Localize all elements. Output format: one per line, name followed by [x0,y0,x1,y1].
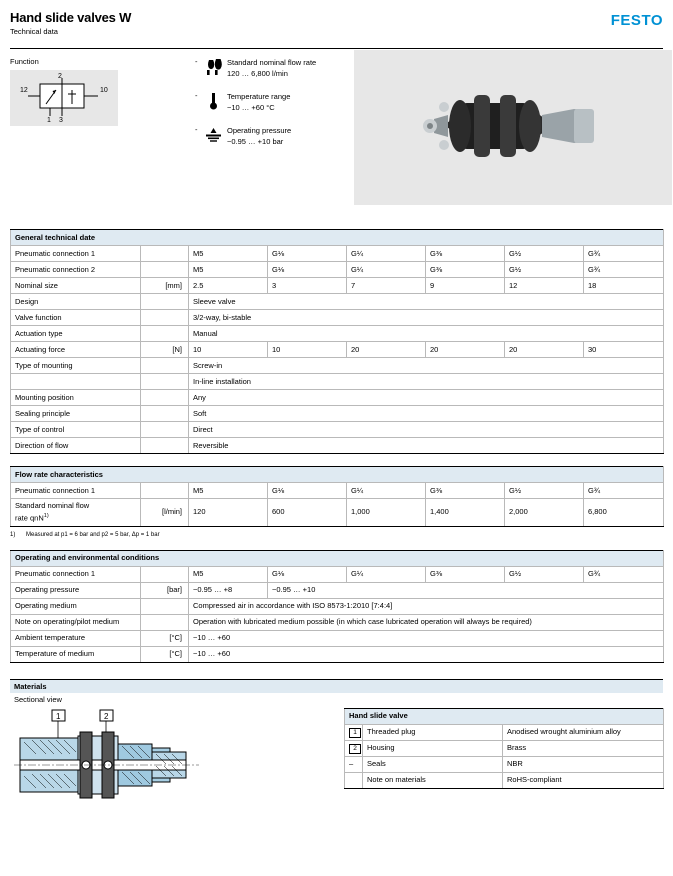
page-title: Hand slide valves W [10,10,132,25]
cell: M5 [189,483,268,499]
cell: G⅜ [426,483,505,499]
table-row [11,582,664,598]
row-label: Type of mounting [11,358,141,374]
feature-text [227,91,290,113]
cell: −10 … +60 [189,630,664,646]
cell: M5 [189,246,268,262]
feature-dash: - [195,125,198,134]
cell: −0.95 … +8 [189,582,268,598]
row-unit [141,422,189,438]
function-label: Function [10,57,39,66]
row-label: Actuation type [11,326,141,342]
row-label: Note on operating/pilot medium [11,614,141,630]
table-row [11,499,664,527]
callout-2-label: 2 [104,711,109,721]
general-title: General technical date [11,230,664,246]
part-material: Anodised wrought aluminium alloy [503,724,664,740]
part-number-box: 2 [349,744,361,754]
row-unit [141,566,189,582]
table-row [11,646,664,662]
row-label: Pneumatic connection 1 [11,483,141,499]
row-label: Ambient temperature [11,630,141,646]
row-unit [141,294,189,310]
cell: 7 [347,278,426,294]
header-divider [10,48,663,49]
cell: 600 [268,499,347,527]
table-row [11,390,664,406]
part-number: – [345,756,363,772]
table-row [11,566,664,582]
feature-line2: −0.95 … +10 bar [227,137,284,146]
row-label-line2: rate qnN [15,513,44,523]
table-row [11,358,664,374]
cell: 10 [189,342,268,358]
materials-table [344,708,663,789]
row-label: Nominal size [11,278,141,294]
cell: G⅛ [268,483,347,499]
cell: G⅜ [426,246,505,262]
table-row [11,630,664,646]
row-unit [141,614,189,630]
thermometer-icon [201,91,227,113]
table-row [11,262,664,278]
product-photo [354,50,672,205]
table-row [11,438,664,454]
row-label: Pneumatic connection 1 [11,566,141,582]
footnote-ref: 1) [43,513,49,519]
cell: G½ [505,483,584,499]
cell: G¼ [347,246,426,262]
cell: G¾ [584,566,664,582]
cell: 20 [505,342,584,358]
cell: G¼ [347,262,426,278]
cell: G⅛ [268,566,347,582]
part-name: Note on materials [363,772,503,788]
table-section-header [11,230,664,246]
valve-symbol-svg [10,70,118,126]
row-label [11,499,141,527]
table-row [11,483,664,499]
feature-line1: Standard nominal flow rate [227,58,317,67]
part-number [345,740,363,756]
row-label: Design [11,294,141,310]
cell: G½ [505,566,584,582]
feature-dash: - [195,91,198,100]
operating-title: Operating and environmental conditions [11,550,664,566]
row-unit: [°C] [141,630,189,646]
cell: G¾ [584,262,664,278]
feature-line2: −10 … +60 °C [227,103,275,112]
cell: Screw-in [189,358,664,374]
symbol-port-2: 2 [58,73,62,80]
cell: Any [189,390,664,406]
footnote-text: Measured at p1 = 6 bar and p2 = 5 bar, Δp = 1 bar [26,531,160,538]
table-row [345,772,664,788]
row-unit [141,390,189,406]
festo-logo: FESTO [610,12,663,29]
cell: M5 [189,262,268,278]
feature-line1: Temperature range [227,92,291,101]
flow-title: Flow rate characteristics [11,467,664,483]
cell: 10 [268,342,347,358]
table-row [11,374,664,390]
row-unit: [mm] [141,278,189,294]
row-label [11,374,141,390]
table-row [11,278,664,294]
feature-line1: Operating pressure [227,126,292,135]
operating-conditions-table [10,550,663,663]
cell: G⅛ [268,246,347,262]
cell: 6,800 [584,499,664,527]
table-row [11,614,664,630]
feature-text [227,57,316,79]
row-label: Pneumatic connection 1 [11,246,141,262]
row-label: Type of control [11,422,141,438]
table-row [11,310,664,326]
function-section [10,57,663,217]
cell: Compressed air in accordance with ISO 8573-1:2010 [7:4:4] [189,598,664,614]
feature-line2: 120 … 6,800 l/min [227,69,288,78]
row-label: Operating pressure [11,582,141,598]
cell: 30 [584,342,664,358]
flow-footnote [10,532,663,538]
materials-title: Materials [10,679,663,693]
cell: 120 [189,499,268,527]
row-unit: [°C] [141,646,189,662]
cell: G¾ [584,246,664,262]
materials-table-title: Hand slide valve [345,708,664,724]
materials-body [10,708,663,813]
part-material: RoHS-compliant [503,772,664,788]
page-subtitle: Technical data [10,27,58,36]
valve-symbol-diagram [10,70,118,126]
cell: 1,400 [426,499,505,527]
row-unit [141,483,189,499]
row-unit [141,406,189,422]
table-row [11,598,664,614]
row-unit: [bar] [141,582,189,598]
row-unit [141,326,189,342]
cell: 2.5 [189,278,268,294]
flow-rate-table [10,466,663,538]
cell: 3/2-way, bi-stable [189,310,664,326]
cell: M5 [189,566,268,582]
cell: G⅛ [268,262,347,278]
cell: Operation with lubricated medium possible (in which case lubricated operation will always be required) [189,614,664,630]
feature-dash: - [195,57,198,66]
cell: Sleeve valve [189,294,664,310]
table-row [345,756,664,772]
cell: 3 [268,278,347,294]
table-section-header [345,708,664,724]
feature-list [195,57,345,159]
part-name: Housing [363,740,503,756]
part-number [345,772,363,788]
materials-subtitle: Sectional view [14,694,62,704]
cell: −0.95 … +10 [268,582,664,598]
flow-rate-icon [201,57,227,79]
row-unit [141,374,189,390]
row-label-line1: Standard nominal flow [15,501,90,510]
row-label: Valve function [11,310,141,326]
symbol-port-12: 12 [20,87,28,94]
cell: 9 [426,278,505,294]
row-unit [141,358,189,374]
row-label: Actuating force [11,342,141,358]
table-row [11,246,664,262]
part-name: Seals [363,756,503,772]
row-label: Mounting position [11,390,141,406]
materials-section [10,679,663,813]
cell: G½ [505,262,584,278]
row-label: Pneumatic connection 2 [11,262,141,278]
row-unit [141,438,189,454]
page-header [10,0,663,44]
part-name: Threaded plug [363,724,503,740]
cell: 18 [584,278,664,294]
feature-operating-pressure [195,125,345,147]
cell: −10 … +60 [189,646,664,662]
cell: 20 [426,342,505,358]
row-unit [141,246,189,262]
row-unit [141,598,189,614]
symbol-port-3: 3 [59,117,63,124]
feature-temperature-range [195,91,345,113]
cell: In-line installation [189,374,664,390]
part-material: Brass [503,740,664,756]
feature-flow-rate [195,57,345,79]
general-technical-data-table [10,229,663,454]
part-material: NBR [503,756,664,772]
table-row [11,294,664,310]
part-number [345,724,363,740]
table-section-header [11,550,664,566]
row-label: Temperature of medium [11,646,141,662]
cell: 1,000 [347,499,426,527]
cell: 12 [505,278,584,294]
row-unit: [N] [141,342,189,358]
table-row [345,724,664,740]
table-row [11,326,664,342]
cell: G¼ [347,566,426,582]
symbol-port-1: 1 [47,117,51,124]
row-label: Operating medium [11,598,141,614]
row-unit [141,262,189,278]
callout-1-label: 1 [56,711,61,721]
cell: Manual [189,326,664,342]
cell: Reversible [189,438,664,454]
row-label: Direction of flow [11,438,141,454]
cell: Soft [189,406,664,422]
sectional-view-drawing [14,708,334,808]
feature-text [227,125,291,147]
cell: G⅜ [426,566,505,582]
cell: G¼ [347,483,426,499]
row-unit: [l/min] [141,499,189,527]
row-unit [141,310,189,326]
table-row [11,342,664,358]
symbol-port-10: 10 [100,87,108,94]
table-row [345,740,664,756]
table-section-header [11,467,664,483]
cell: G½ [505,246,584,262]
footnote-number: 1) [10,531,16,538]
cell: G¾ [584,483,664,499]
table-row [11,406,664,422]
cell: G⅜ [426,262,505,278]
pressure-icon [201,125,227,147]
cell: 2,000 [505,499,584,527]
row-label: Sealing principle [11,406,141,422]
cell: Direct [189,422,664,438]
table-row [11,422,664,438]
part-number-box: 1 [349,728,361,738]
cell: 20 [347,342,426,358]
